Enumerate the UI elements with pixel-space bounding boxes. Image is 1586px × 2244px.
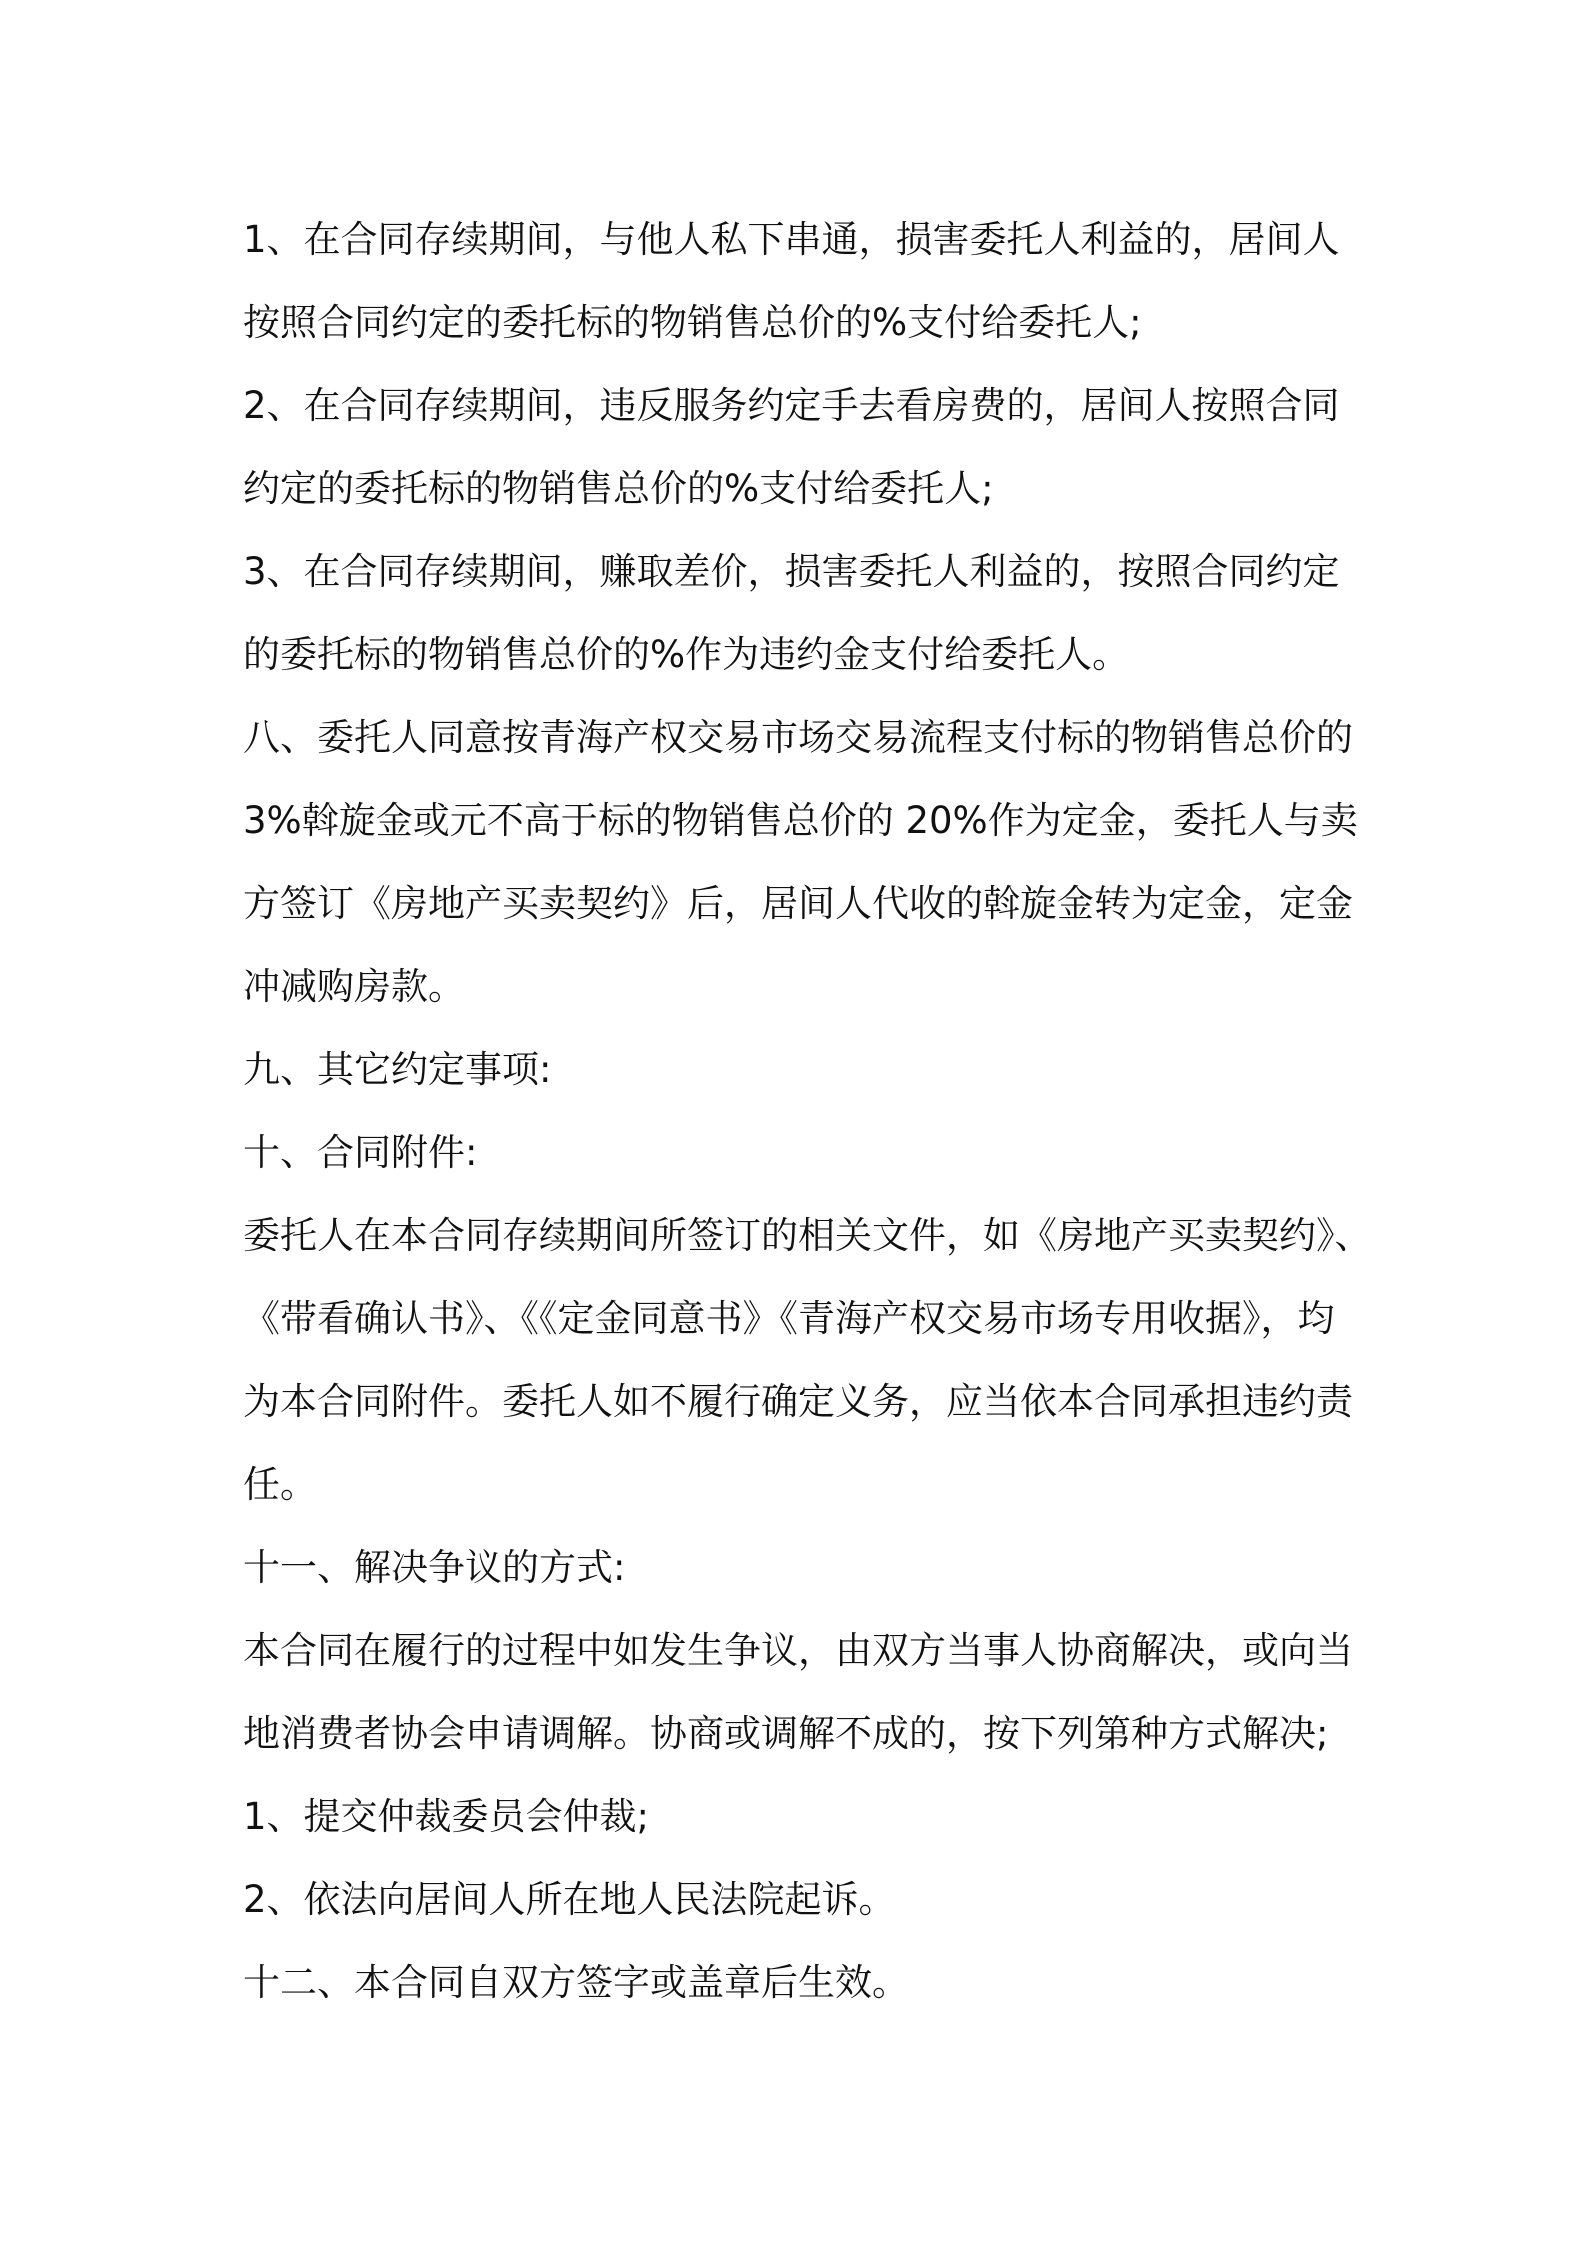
document-body (243, 198, 1372, 2024)
section-heading: 十、合同附件: (243, 1131, 478, 1174)
text-line: 八、委托人同意按青海产权交易市场交易流程支付标的物销售总价的 (243, 716, 1353, 759)
text-line: 3、在合同存续期间，赚取差价，损害委托人利益的，按照合同约定 (243, 550, 1340, 593)
list-item: 2、依法向居间人所在地人民法院起诉。 (243, 1878, 896, 1921)
list-item: 1、提交仲裁委员会仲裁; (243, 1795, 650, 1838)
text-line: 《带看确认书》、《《定金同意书》《青海产权交易市场专用收据》，均 (243, 1297, 1335, 1340)
text-line: 本合同在履行的过程中如发生争议，由双方当事人协商解决，或向当 (243, 1629, 1353, 1672)
text-line: 约定的委托标的物销售总价的%支付给委托人; (243, 467, 994, 510)
text-line: 3%斡旋金或元不高于标的物销售总价的 20%作为定金，委托人与卖 (243, 799, 1358, 842)
text-line: 2、在合同存续期间，违反服务约定手去看房费的，居间人按照合同 (243, 384, 1340, 427)
text-line: 为本合同附件。委托人如不履行确定义务，应当依本合同承担违约责 (243, 1380, 1353, 1423)
section-heading: 十一、解决争议的方式: (243, 1546, 626, 1589)
text-line: 地消费者协会申请调解。协商或调解不成的，按下列第种方式解决; (243, 1712, 1329, 1755)
section-heading: 九、其它约定事项: (243, 1048, 552, 1091)
text-line: 的委托标的物销售总价的%作为违约金支付给委托人。 (243, 633, 1130, 676)
text-line: 1、在合同存续期间，与他人私下串通，损害委托人利益的，居间人 (243, 218, 1340, 261)
text-line: 冲减购房款。 (243, 965, 465, 1008)
text-line: 按照合同约定的委托标的物销售总价的%支付给委托人; (243, 301, 1142, 344)
section-heading: 十二、本合同自双方签字或盖章后生效。 (243, 1961, 909, 2004)
text-line: 任。 (243, 1463, 317, 1506)
text-line: 委托人在本合同存续期间所签订的相关文件，如《房地产买卖契约》、 (243, 1214, 1372, 1257)
text-line: 方签订《房地产买卖契约》后，居间人代收的斡旋金转为定金，定金 (243, 882, 1353, 925)
